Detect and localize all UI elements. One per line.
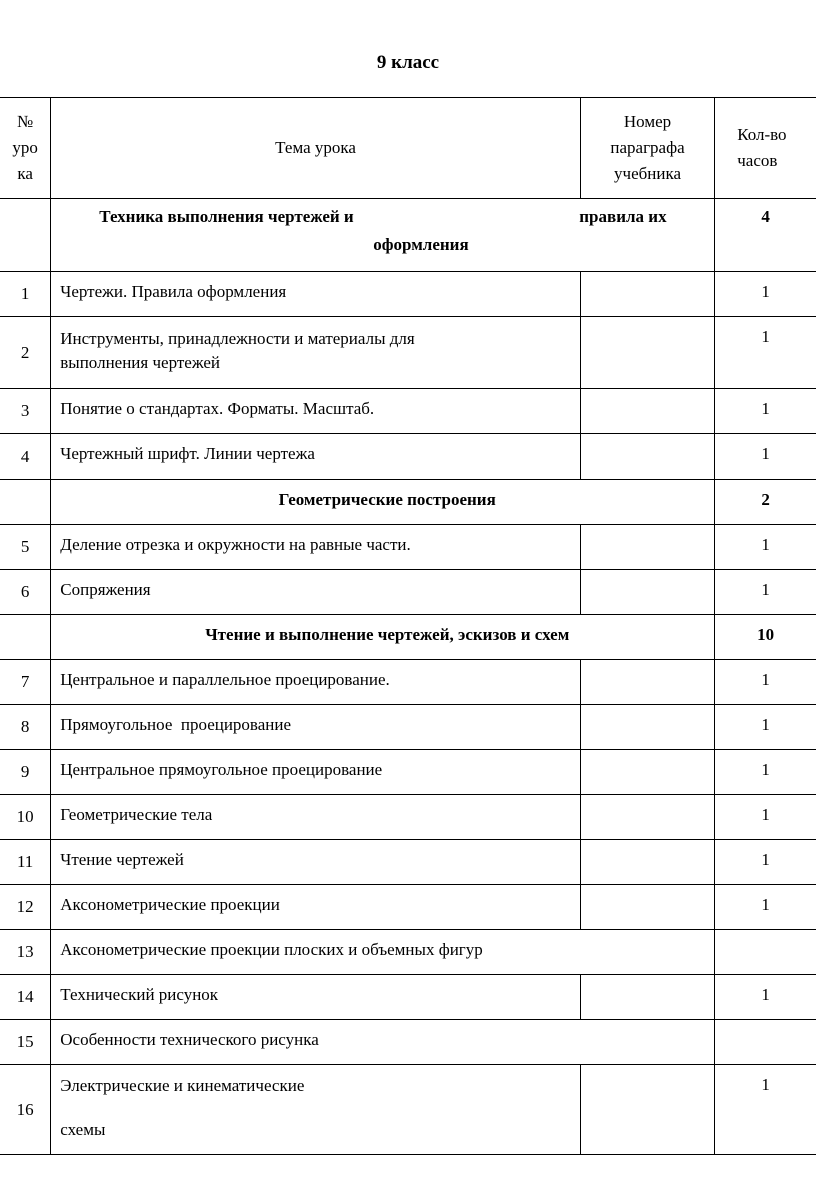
table-row <box>0 930 816 975</box>
lesson-number: 13 <box>0 930 51 975</box>
lesson-topic: Чертежи. Правила оформления <box>51 272 581 317</box>
header-lesson-number <box>0 98 51 199</box>
lesson-topic: Прямоугольное проецирование <box>51 705 581 750</box>
lesson-paragraph <box>580 840 714 885</box>
lesson-topic: Аксонометрические проекции <box>51 885 581 930</box>
lesson-topic: Центральное и параллельное проецирование. <box>51 660 581 705</box>
lesson-paragraph <box>580 750 714 795</box>
lesson-topic-line2: схемы <box>60 1120 106 1139</box>
lesson-plan-table <box>0 97 816 1155</box>
section-title-part3: оформления <box>373 235 469 254</box>
table-row <box>0 795 816 840</box>
lesson-topic: Центральное прямоугольное проецирование <box>51 750 581 795</box>
lesson-number: 7 <box>0 660 51 705</box>
lesson-topic: Чертежный шрифт. Линии чертежа <box>51 434 581 480</box>
header-para-line2: параграфа <box>610 138 685 157</box>
page-title: 9 класс <box>376 52 440 73</box>
lesson-paragraph <box>580 705 714 750</box>
section-hours: 10 <box>715 615 816 660</box>
section-row <box>0 199 816 272</box>
table-row <box>0 434 816 480</box>
lesson-hours: 1 <box>715 660 816 705</box>
lesson-topic <box>51 317 581 389</box>
lesson-paragraph <box>580 885 714 930</box>
lesson-topic-line2: выполнения чертежей <box>60 353 220 372</box>
lesson-paragraph <box>580 795 714 840</box>
table-row <box>0 272 816 317</box>
lesson-number: 6 <box>0 570 51 615</box>
lesson-number: 4 <box>0 434 51 480</box>
lesson-number: 5 <box>0 525 51 570</box>
lesson-hours: 1 <box>715 272 816 317</box>
lesson-topic: Чтение чертежей <box>51 840 581 885</box>
section-title <box>51 199 715 272</box>
lesson-hours: 1 <box>715 705 816 750</box>
lesson-topic: Понятие о стандартах. Форматы. Масштаб. <box>51 389 581 434</box>
section-hours: 4 <box>715 199 816 272</box>
table-row <box>0 840 816 885</box>
table-row <box>0 975 816 1020</box>
lesson-paragraph <box>580 660 714 705</box>
lesson-topic: Аксонометрические проекции плоских и объемных фигур <box>51 930 715 975</box>
lesson-hours: 1 <box>715 750 816 795</box>
lesson-topic: Особенности технического рисунка <box>51 1020 715 1065</box>
header-num-line1: № <box>17 112 34 131</box>
lesson-hours: 1 <box>715 434 816 480</box>
table-row <box>0 525 816 570</box>
section-row <box>0 615 816 660</box>
header-num-line3: ка <box>17 164 33 183</box>
section-title: Геометрические построения <box>51 480 715 525</box>
lesson-topic: Сопряжения <box>51 570 581 615</box>
lesson-hours: 1 <box>715 840 816 885</box>
table-row <box>0 885 816 930</box>
lesson-number: 12 <box>0 885 51 930</box>
lesson-number: 2 <box>0 317 51 389</box>
lesson-number: 11 <box>0 840 51 885</box>
table-row <box>0 389 816 434</box>
header-num-line2: уро <box>12 138 38 157</box>
lesson-hours: 1 <box>715 570 816 615</box>
lesson-topic: Геометрические тела <box>51 795 581 840</box>
lesson-number: 8 <box>0 705 51 750</box>
lesson-paragraph <box>580 272 714 317</box>
section-row <box>0 480 816 525</box>
lesson-paragraph <box>580 570 714 615</box>
table-row <box>0 705 816 750</box>
table-row <box>0 1020 816 1065</box>
lesson-paragraph <box>580 975 714 1020</box>
header-topic: Тема урока <box>51 98 581 199</box>
section-title-part2: правила их <box>579 207 667 226</box>
table-header-row <box>0 98 816 199</box>
header-para-line1: Номер <box>623 112 672 131</box>
table-row <box>0 317 816 389</box>
lesson-hours: 1 <box>715 525 816 570</box>
lesson-hours <box>715 1020 816 1065</box>
section-hours: 2 <box>715 480 816 525</box>
lesson-number: 1 <box>0 272 51 317</box>
header-para-line3: учебника <box>614 164 682 183</box>
lesson-number: 9 <box>0 750 51 795</box>
lesson-topic: Деление отрезка и окружности на равные части. <box>51 525 581 570</box>
lesson-number: 16 <box>0 1065 51 1155</box>
lesson-hours: 1 <box>715 1065 816 1155</box>
lesson-topic <box>51 1065 581 1155</box>
lesson-number: 10 <box>0 795 51 840</box>
lesson-number: 15 <box>0 1020 51 1065</box>
lesson-topic-line1: Электрические и кинематические <box>60 1076 305 1095</box>
table-row <box>0 1065 816 1155</box>
lesson-topic-line1: Инструменты, принадлежности и материалы для <box>60 329 415 348</box>
lesson-paragraph <box>580 434 714 480</box>
header-hours <box>715 98 816 199</box>
table-row <box>0 660 816 705</box>
lesson-hours <box>715 930 816 975</box>
header-hours-line2: часов <box>737 151 778 170</box>
lesson-number: 14 <box>0 975 51 1020</box>
lesson-paragraph <box>580 525 714 570</box>
table-row <box>0 750 816 795</box>
header-hours-line1: Кол-во <box>737 125 787 144</box>
lesson-hours: 1 <box>715 389 816 434</box>
section-title-part1: Техника выполнения чертежей и <box>99 207 354 226</box>
header-paragraph <box>580 98 714 199</box>
section-title: Чтение и выполнение чертежей, эскизов и схем <box>51 615 715 660</box>
lesson-number: 3 <box>0 389 51 434</box>
lesson-topic: Технический рисунок <box>51 975 581 1020</box>
lesson-paragraph <box>580 389 714 434</box>
lesson-paragraph <box>580 317 714 389</box>
lesson-hours: 1 <box>715 885 816 930</box>
lesson-hours: 1 <box>715 795 816 840</box>
table-row <box>0 570 816 615</box>
lesson-paragraph <box>580 1065 714 1155</box>
lesson-hours: 1 <box>715 317 816 389</box>
lesson-hours: 1 <box>715 975 816 1020</box>
